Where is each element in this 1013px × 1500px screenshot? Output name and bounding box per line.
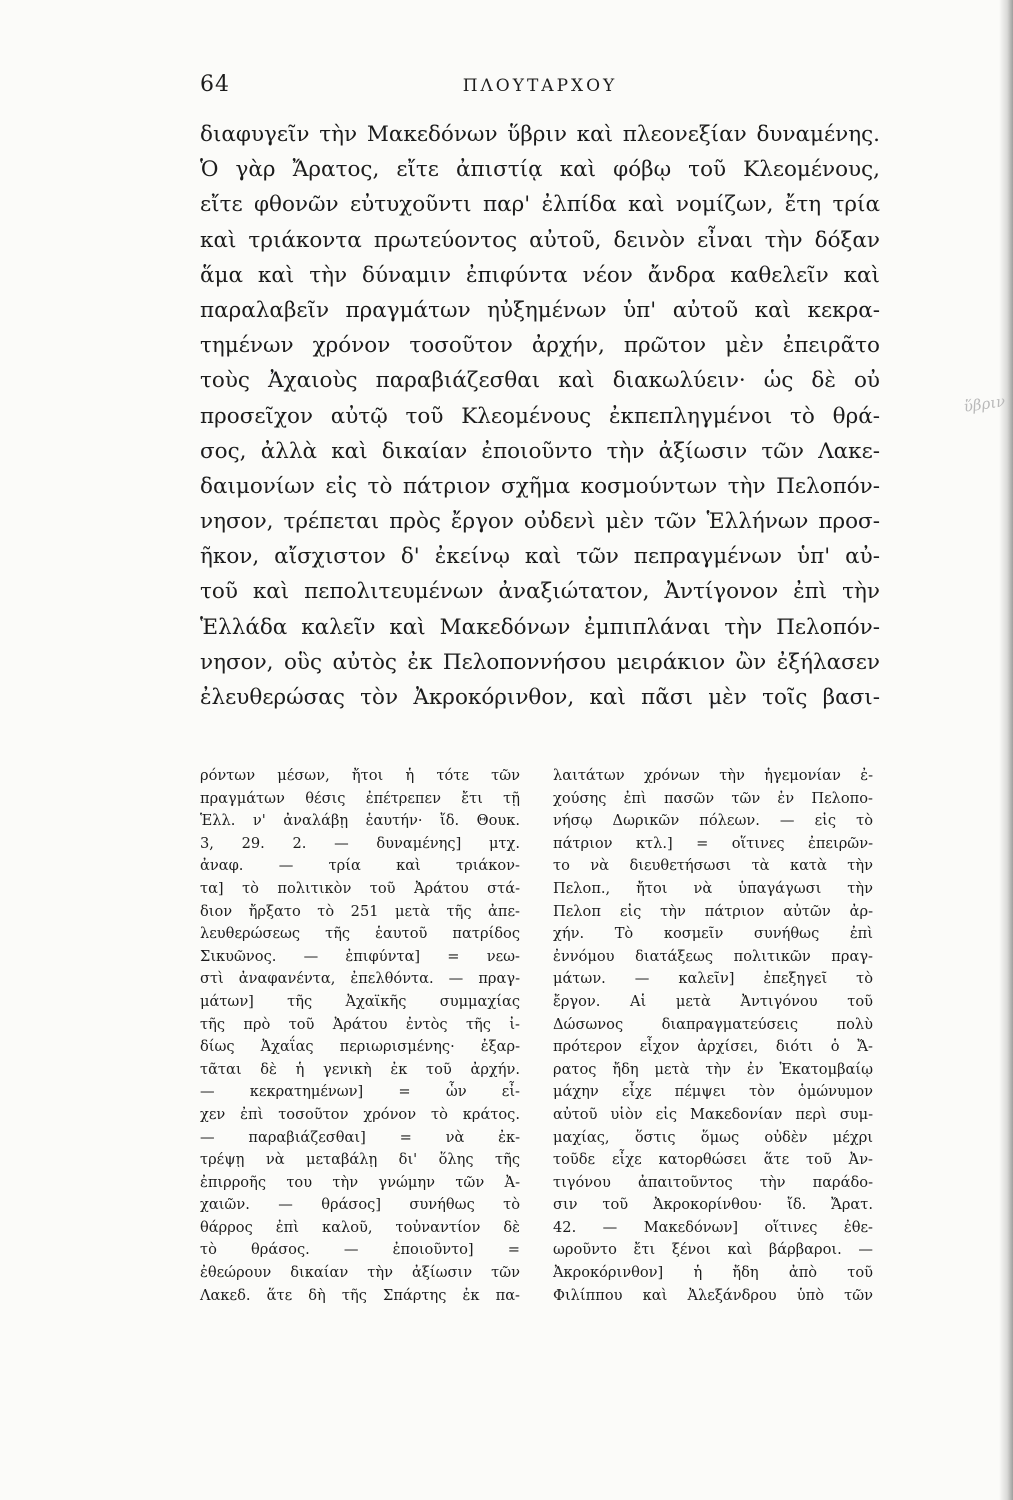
main-text-line: ῆκον, αἴσχιστον δ' ἐκείνῳ καὶ τῶν πεπραγμένων ὑπ' αὐ- <box>200 544 880 570</box>
main-text-line: προσεῖχον αὐτῷ τοῦ Κλεομένους ἐκπεπληγμένοι τὸ θρά- <box>200 403 880 429</box>
main-text-line: τημένων χρόνον τοσοῦτον ἀρχήν, πρῶτον μὲν ἐπειρᾶτο <box>200 333 880 359</box>
note-line: χαιῶν. — θράσος] συνήθως τὸ <box>200 1196 520 1214</box>
note-line: τᾶται δὲ ἡ γενικὴ ἐκ τοῦ ἀρχήν. <box>200 1060 520 1078</box>
main-text-line: σος, ἀλλὰ καὶ δικαίαν ἐποιοῦντο τὴν ἀξίωσιν τῶν Λακε- <box>200 438 880 464</box>
running-title: ΠΛΟΥΤΑΡΧΟΥ <box>462 76 618 96</box>
note-line: ἐννόμου διατάξεως πολιτικῶν πραγ- <box>553 947 873 965</box>
note-line: — παραβιάζεσθαι] = νὰ ἐκ- <box>200 1128 520 1146</box>
note-line: τοῦδε εἶχε κατορθώσει ἅτε τοῦ Ἀν- <box>553 1151 873 1169</box>
note-line: τρέψῃ νὰ μεταβάλῃ δι' ὅλης τῆς <box>200 1151 520 1169</box>
notes-left-column <box>200 765 520 1307</box>
main-text-line: παραλαβεῖν πραγμάτων ηὐξημένων ὑπ' αὐτοῦ καὶ κεκρα- <box>200 297 880 323</box>
notes-right-column <box>553 765 873 1307</box>
note-line: χούσης ἐπὶ πασῶν τῶν ἐν Πελοπο- <box>553 789 873 807</box>
main-text-line: νησον, οὓς αὐτὸς ἐκ Πελοποννήσου μειράκιον ὢν ἐξήλασεν <box>200 649 880 675</box>
note-line: ρατος ἤδη μετὰ τὴν ἐν Ἑκατομβαίῳ <box>553 1060 873 1078</box>
note-line: θάρρος ἐπὶ καλοῦ, τοὐναντίον δὲ <box>200 1218 520 1236</box>
main-text-block <box>200 117 880 715</box>
main-text-line: νησον, τρέπεται πρὸς ἔργον οὐδενὶ μὲν τῶν Ἑλλήνων προσ- <box>200 509 880 535</box>
note-line: μάχην εἶχε πέμψει τὸν ὁμώνυμον <box>553 1083 873 1101</box>
main-text-line: τοὺς Ἀχαιοὺς παραβιάζεσθαι καὶ διακωλύειν· ὡς δὲ οὐ <box>200 368 880 394</box>
note-line: Πελοπ., ἤτοι νὰ ὑπαγάγωσι τὴν <box>553 879 873 897</box>
note-line: ἐπιρροῆς του τὴν γνώμην τῶν Ἀ- <box>200 1173 520 1191</box>
note-line: — κεκρατημένων] = ὧν εἶ- <box>200 1083 520 1101</box>
note-line: Σικυῶνος. — ἐπιφύντα] = νεω- <box>200 947 520 965</box>
note-line: πραγμάτων θέσις ἐπέτρεπεν ἔτι τῇ <box>200 789 520 807</box>
note-line: νήσῳ Δωρικῶν πόλεων. — εἰς τὸ <box>553 812 873 830</box>
note-line: τὸ θράσος. — ἐποιοῦντο] = <box>200 1241 520 1259</box>
note-line: μάτων] τῆς Ἀχαϊκῆς συμμαχίας <box>200 992 520 1010</box>
note-line: το νὰ διευθετήσωσι τὰ κατὰ τὴν <box>553 857 873 875</box>
main-text-line: καὶ τριάκοντα πρωτεύοντος αὐτοῦ, δεινὸν εἶναι τὴν δόξαν <box>200 227 880 253</box>
note-line: μάτων. — καλεῖν] ἐπεξηγεῖ τὸ <box>553 970 873 988</box>
note-line: Δώσωνος διαπραγματεύσεις πολὺ <box>553 1015 873 1033</box>
page-header <box>200 72 880 102</box>
note-line: ἔργον. Αἱ μετὰ Ἀντιγόνου τοῦ <box>553 992 873 1010</box>
note-line: Πελοπ εἰς τὴν πάτριον αὐτῶν ἀρ- <box>553 902 873 920</box>
main-text-line: τοῦ καὶ πεπολιτευμένων ἀναξιώτατον, Ἀντίγονον ἐπὶ τὴν <box>200 579 880 605</box>
page-edge-shadow <box>999 0 1013 1500</box>
main-text-line: εἴτε φθονῶν εὐτυχοῦντι παρ' ἐλπίδα καὶ νομίζων, ἔτη τρία <box>200 192 880 218</box>
note-line: ἐθεώρουν δικαίαν τὴν ἀξίωσιν τῶν <box>200 1264 520 1282</box>
note-line: στὶ ἀναφανέντα, ἐπελθόντα. — πραγ- <box>200 970 520 988</box>
note-line: ἀναφ. — τρία καὶ τριάκον- <box>200 857 520 875</box>
commentary-notes <box>200 765 880 1465</box>
note-line: τιγόνου ἀπαιτοῦντος τὴν παράδο- <box>553 1173 873 1191</box>
note-line: πρότερον εἶχον ἀρχίσει, διότι ὁ Ἄ- <box>553 1038 873 1056</box>
main-text-line: ἐλευθερώσας τὸν Ἀκροκόρινθον, καὶ πᾶσι μὲν τοῖς βασι- <box>200 685 880 710</box>
note-line: 3, 29. 2. — δυναμένης] μτχ. <box>200 834 520 852</box>
note-line: Λακεδ. ἅτε δὴ τῆς Σπάρτης ἐκ πα- <box>200 1286 520 1304</box>
main-text-line: Ὁ γὰρ Ἄρατος, εἴτε ἀπιστίᾳ καὶ φόβῳ τοῦ Κλεομένους, <box>200 157 880 183</box>
note-line: δίως Ἀχαΐας περιωρισμένης· ἐξαρ- <box>200 1038 520 1056</box>
page-number: 64 <box>200 72 230 97</box>
main-text-line: Ἑλλάδα καλεῖν καὶ Μακεδόνων ἐμπιπλάναι τὴν Πελοπόν- <box>200 614 880 640</box>
faint-margin-pencil-note: ὕβριν <box>962 392 1007 416</box>
note-line: χήν. Τὸ κοσμεῖν συνήθως ἐπὶ <box>553 925 873 943</box>
note-line: ρόντων μέσων, ἤτοι ἡ τότε τῶν <box>200 767 520 784</box>
note-line: λαιτάτων χρόνων τὴν ἡγεμονίαν ἐ- <box>553 767 873 784</box>
note-line: αὐτοῦ υἱὸν εἰς Μακεδονίαν περὶ συμ- <box>553 1105 873 1123</box>
main-text-line: διαφυγεῖν τὴν Μακεδόνων ὕβριν καὶ πλεονεξίαν δυναμένης. <box>200 122 880 147</box>
note-line: Ἑλλ. ν' ἀναλάβῃ ἑαυτήν· ἴδ. Θουκ. <box>200 812 520 830</box>
note-line: τα] τὸ πολιτικὸν τοῦ Ἀράτου στά- <box>200 879 520 897</box>
note-line: μαχίας, ὅστις ὅμως οὐδὲν μέχρι <box>553 1128 873 1146</box>
note-line: Ἀκροκόρινθον] ἡ ἤδη ἀπὸ τοῦ <box>553 1264 873 1282</box>
main-text-line: ἅμα καὶ τὴν δύναμιν ἐπιφύντα νέον ἄνδρα καθελεῖν καὶ <box>200 262 880 288</box>
note-line: χεν ἐπὶ τοσοῦτον χρόνον τὸ κράτος. <box>200 1105 520 1123</box>
note-line: ωροῦντο ἔτι ξένοι καὶ βάρβαροι. — <box>553 1241 873 1259</box>
note-line: σιν τοῦ Ἀκροκορίνθου· ἴδ. Ἄρατ. <box>553 1196 873 1214</box>
note-line: τῆς πρὸ τοῦ Ἀράτου ἐντὸς τῆς ἰ- <box>200 1015 520 1033</box>
main-text-line: δαιμονίων εἰς τὸ πάτριον σχῆμα κοσμούντων τὴν Πελοπόν- <box>200 473 880 499</box>
note-line: λευθερώσεως τῆς ἑαυτοῦ πατρίδος <box>200 925 520 943</box>
note-line: 42. — Μακεδόνων] οἵτινες ἐθε- <box>553 1218 873 1236</box>
note-line: πάτριον κτλ.] = οἵτινες ἐπειρῶν- <box>553 834 873 852</box>
note-line: Φιλίππου καὶ Ἀλεξάνδρου ὑπὸ τῶν <box>553 1286 873 1304</box>
note-line: διον ἤρξατο τὸ 251 μετὰ τῆς ἀπε- <box>200 902 520 920</box>
